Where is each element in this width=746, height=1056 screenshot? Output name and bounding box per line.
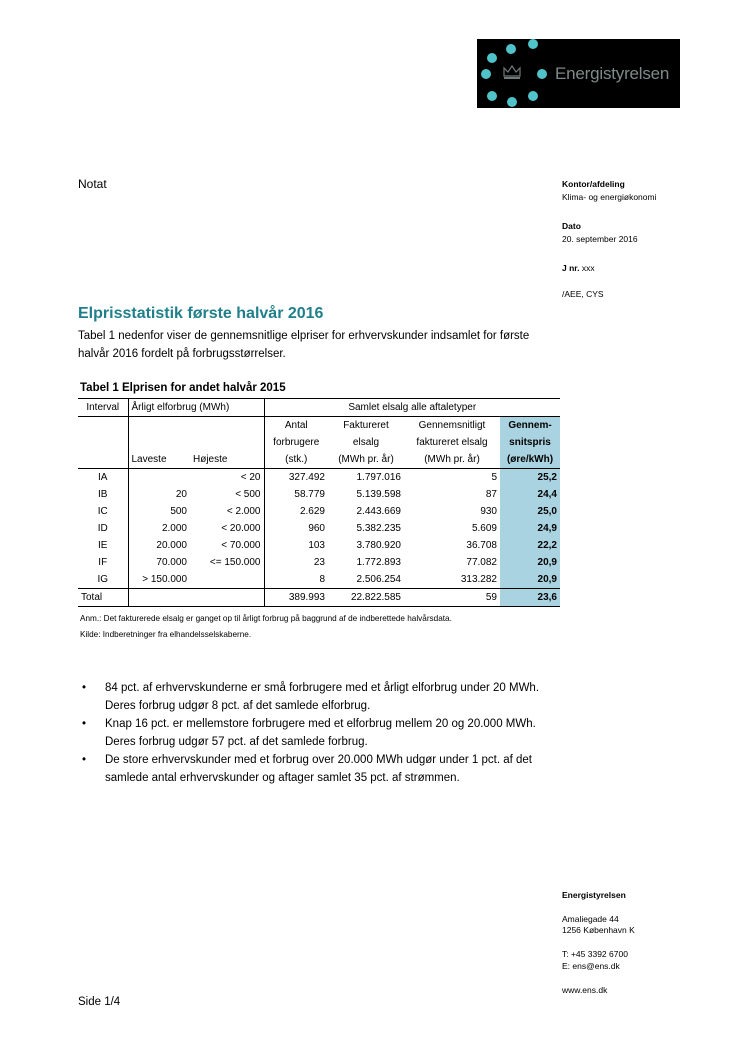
row-price: 24,4: [500, 486, 560, 503]
total-price: 23,6: [500, 589, 560, 607]
logo-dot: [506, 44, 516, 54]
footer-email: E: ens@ens.dk: [562, 961, 620, 971]
footer-website[interactable]: www.ens.dk: [562, 985, 608, 995]
row-highest: < 20.000: [190, 520, 264, 537]
row-invoiced: 3.780.920: [356, 540, 401, 551]
logo-dot: [481, 69, 491, 79]
row-price: 22,2: [500, 537, 560, 554]
row-invoiced: 1.772.893: [356, 557, 401, 568]
row-highest: [190, 571, 264, 589]
header-count: Antal: [284, 420, 308, 431]
row-count: 58.779: [294, 489, 325, 500]
row-interval: IA: [78, 469, 128, 487]
row-count: 2.629: [299, 506, 325, 517]
office-label: Kontor/afdeling: [562, 179, 625, 189]
row-count: 103: [308, 540, 325, 551]
header-count: (stk.): [264, 451, 328, 469]
logo-dot: [528, 39, 538, 49]
crown-icon: [501, 61, 523, 83]
row-invoiced: 5.382.235: [356, 523, 401, 534]
row-count: 23: [313, 557, 325, 568]
table-source: Kilde: Indberetninger fra elhandelsselskaberne.: [80, 630, 252, 639]
table-row: [78, 554, 560, 571]
footer-street: Amaliegade 44: [562, 914, 619, 924]
initials: /AEE, CYS: [562, 289, 604, 299]
total-invoiced: 22.822.585: [328, 589, 404, 607]
bullet-item: • Knap 16 pct. er mellemstore forbrugere med et elforbrug mellem 20 og 20.000 MWh. Deres forbrug udgør 57 pct. af det samlede forbrug.: [78, 715, 558, 751]
total-label: Total: [78, 589, 128, 607]
header-average: (MWh pr. år): [404, 451, 500, 469]
row-interval: ID: [78, 520, 128, 537]
row-lowest: 20.000: [156, 540, 187, 551]
row-invoiced: 2.506.254: [356, 574, 401, 585]
logo-dot: [507, 97, 517, 107]
header-invoiced: Faktureret: [343, 420, 389, 431]
header-annual-usage: Årligt elforbrug (MWh): [128, 399, 264, 417]
row-interval: IF: [78, 554, 128, 571]
header-invoiced: (MWh pr. år): [328, 451, 404, 469]
row-average: 313.282: [460, 574, 497, 585]
row-average: 5: [491, 472, 497, 483]
footer-org: Energistyrelsen: [562, 890, 626, 900]
row-price: 24,9: [500, 520, 560, 537]
row-price: 20,9: [500, 554, 560, 571]
header-invoiced: elsalg: [352, 437, 380, 448]
intro-paragraph: Tabel 1 nedenfor viser de gennemsnitlige elpriser for erhvervskunder indsamlet for første halvår 2016 fordelt på forbrugsstørrelser.: [78, 330, 530, 360]
bullet-item: • 84 pct. af erhvervskunderne er små forbrugere med et årligt elforbrug under 20 MWh. Deres forbrug udgør 8 pct. af det samlede elforbrug.: [78, 679, 558, 715]
total-average: 59: [404, 589, 500, 607]
row-average: 930: [480, 506, 497, 517]
header-average: Gennemsnitligt: [418, 420, 486, 431]
row-interval: IE: [78, 537, 128, 554]
logo-dot: [528, 91, 538, 101]
row-lowest: 500: [170, 506, 187, 517]
table-row: [78, 469, 560, 487]
footer-phone: T: +45 3392 6700: [562, 949, 628, 959]
table-row: [78, 520, 560, 537]
header-total-sales: Samlet elsalg alle aftaletyper: [264, 399, 560, 417]
header-average: faktureret elsalg: [416, 437, 488, 448]
table-row: [78, 537, 560, 554]
bullet-list: [78, 679, 558, 787]
row-highest: < 500: [190, 486, 264, 503]
row-highest: < 70.000: [190, 537, 264, 554]
row-count: 8: [319, 574, 325, 585]
logo-dot: [487, 53, 497, 63]
logo-dot: [487, 91, 497, 101]
page-number: Side 1/4: [78, 996, 121, 1008]
header-count: forbrugere: [273, 437, 320, 448]
total-count: 389.993: [264, 589, 328, 607]
document-type: Notat: [78, 177, 107, 191]
row-interval: IG: [78, 571, 128, 589]
price-table: [78, 398, 560, 607]
row-price: 25,0: [500, 503, 560, 520]
table-row: [78, 503, 560, 520]
date-label: Dato: [562, 221, 581, 231]
header-lowest: Laveste: [128, 451, 190, 469]
date-value: 20. september 2016: [562, 234, 638, 244]
journal-number: J nr. xxx: [562, 263, 595, 273]
energistyrelsen-logo: [477, 39, 680, 108]
row-price: 20,9: [500, 571, 560, 589]
office-value: Klima- og energiøkonomi: [562, 192, 657, 202]
header-highest: Højeste: [190, 451, 264, 469]
document-title: Elprisstatistik første halvår 2016: [78, 305, 324, 322]
header-price: (øre/kWh): [500, 451, 560, 469]
table-title: Tabel 1 Elprisen for andet halvår 2015: [80, 382, 286, 394]
row-count: 960: [308, 523, 325, 534]
row-count: 327.492: [288, 472, 325, 483]
row-average: 87: [485, 489, 497, 500]
logo-text: Energistyrelsen: [555, 64, 670, 83]
row-lowest: 70.000: [156, 557, 187, 568]
row-price: 25,2: [500, 469, 560, 487]
table-body: [78, 469, 560, 589]
row-lowest: 20: [175, 489, 187, 500]
row-lowest: > 150.000: [142, 574, 187, 585]
row-lowest: [128, 469, 190, 487]
row-interval: IC: [78, 503, 128, 520]
bullet-item: • De store erhvervskunder med et forbrug over 20.000 MWh udgør under 1 pct. af det samlede antal erhvervskunder og aftager samlet 35 pct. af strømmen.: [78, 751, 558, 787]
row-highest: < 2.000: [190, 503, 264, 520]
table-row: [78, 486, 560, 503]
footer-city: 1256 København K: [562, 925, 635, 935]
row-lowest: 2.000: [161, 523, 187, 534]
row-interval: IB: [78, 486, 128, 503]
row-average: 36.708: [466, 540, 497, 551]
row-invoiced: 5.139.598: [356, 489, 401, 500]
row-highest: < 20: [190, 469, 264, 487]
total-row: [78, 589, 560, 607]
row-average: 77.082: [466, 557, 497, 568]
header-interval: Interval: [78, 399, 128, 417]
row-average: 5.609: [471, 523, 497, 534]
table-row: [78, 571, 560, 589]
header-price: snitspris: [500, 434, 560, 451]
row-highest: <= 150.000: [190, 554, 264, 571]
table-note: Anm.: Det fakturerede elsalg er ganget op til årligt forbrug på baggrund af de indberettede halvårsdata.: [80, 614, 452, 623]
header-price: Gennem-: [500, 417, 560, 435]
row-invoiced: 2.443.669: [356, 506, 401, 517]
logo-dot: [537, 69, 547, 79]
row-invoiced: 1.797.016: [356, 472, 401, 483]
